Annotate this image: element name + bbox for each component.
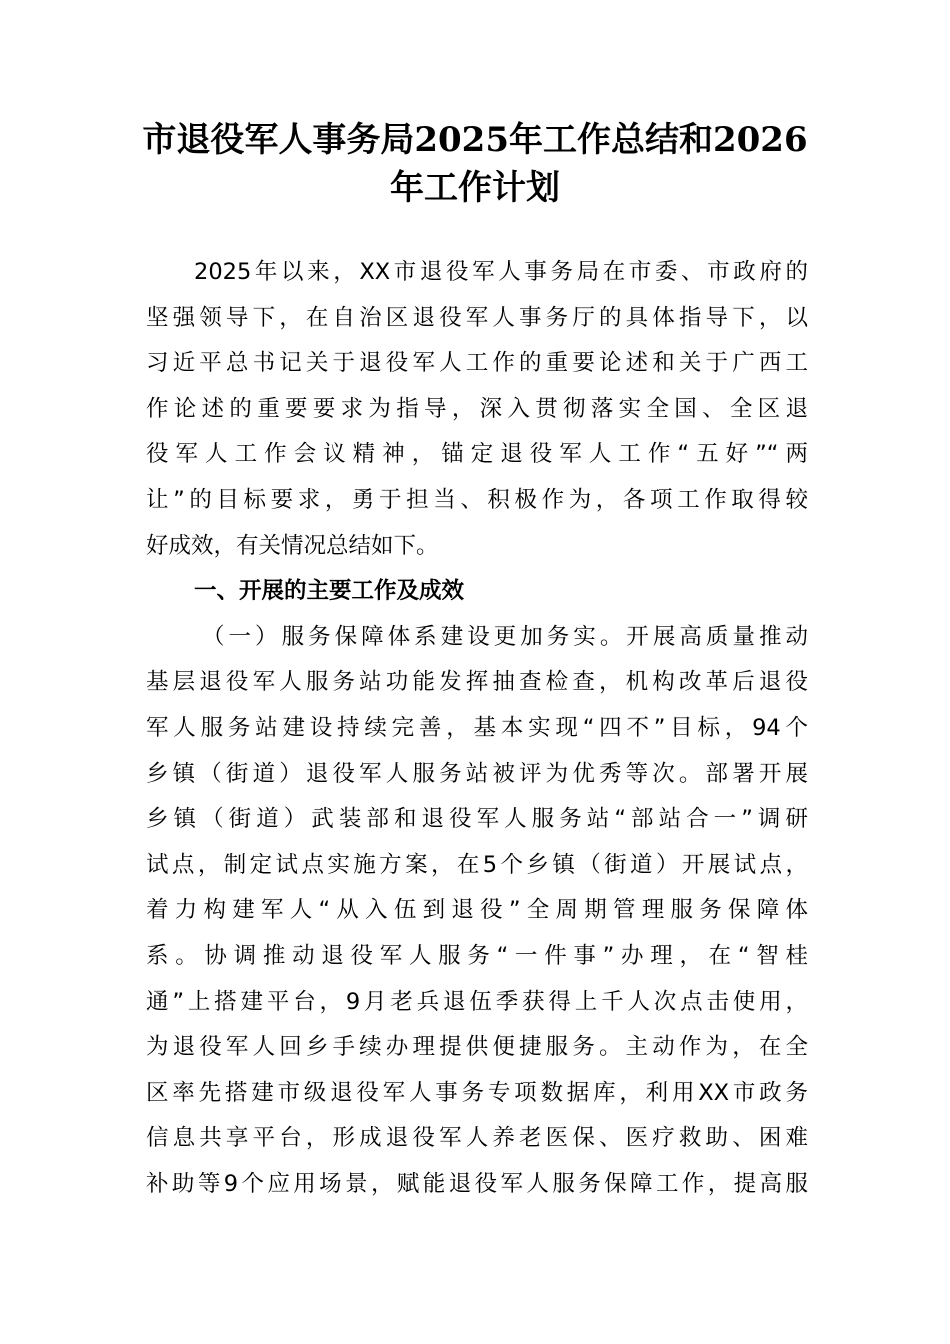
paragraph-line: 坚强领导下，在自治区退役军人事务厅的具体指导下，以	[146, 304, 808, 331]
document-title	[140, 116, 810, 212]
paragraph-line: 作论述的重要要求为指导，深入贯彻落实全国、全区退	[146, 395, 808, 422]
document-body	[146, 250, 808, 1207]
paragraph-line: 基层退役军人服务站功能发挥抽查检查，机构改革后退役	[146, 669, 808, 696]
paragraph-line: 军人服务站建设持续完善，基本实现“四不”目标，94个	[146, 714, 808, 741]
paragraph-line: 乡镇（街道）武装部和退役军人服务站“部站合一”调研	[146, 806, 808, 833]
section-paragraph	[146, 615, 808, 1208]
title-line-2: 年工作计划	[390, 168, 560, 208]
paragraph-line: 试点，制定试点实施方案，在5个乡镇（街道）开展试点，	[146, 851, 808, 878]
paragraph-line: 信息共享平台，形成退役军人养老医保、医疗救助、困难	[146, 1125, 808, 1152]
paragraph-line: （一）服务保障体系建设更加务实。开展高质量推动	[202, 623, 808, 650]
paragraph-line: 乡镇（街道）退役军人服务站被评为优秀等次。部署开展	[146, 760, 808, 787]
paragraph-line: 2025年以来，XX市退役军人事务局在市委、市政府的	[194, 259, 808, 285]
paragraph-line: 好成效，有关情况总结如下。	[146, 532, 439, 559]
paragraph-line: 补助等9个应用场景，赋能退役军人服务保障工作，提高服	[146, 1170, 808, 1197]
paragraph-line: 着力构建军人“从入伍到退役”全周期管理服务保障体	[146, 897, 808, 924]
section-heading: 一、开展的主要工作及成效	[194, 578, 465, 605]
paragraph-line: 为退役军人回乡手续办理提供便捷服务。主动作为，在全	[146, 1034, 808, 1061]
paragraph-line: 役军人工作会议精神，锚定退役军人工作“五好”“两	[146, 441, 808, 468]
paragraph-line: 让”的目标要求，勇于担当、积极作为，各项工作取得较	[146, 486, 808, 513]
paragraph-line: 习近平总书记关于退役军人工作的重要论述和关于广西工	[146, 350, 808, 377]
paragraph-line: 通”上搭建平台，9月老兵退伍季获得上千人次点击使用，	[146, 988, 808, 1015]
paragraph-line: 系。协调推动退役军人服务“一件事”办理，在“智桂	[146, 942, 808, 969]
title-line-1: 市退役军人事务局2025年工作总结和2026	[142, 120, 808, 160]
paragraph-line: 区率先搭建市级退役军人事务专项数据库，利用XX市政务	[146, 1079, 808, 1106]
intro-paragraph	[146, 250, 808, 569]
